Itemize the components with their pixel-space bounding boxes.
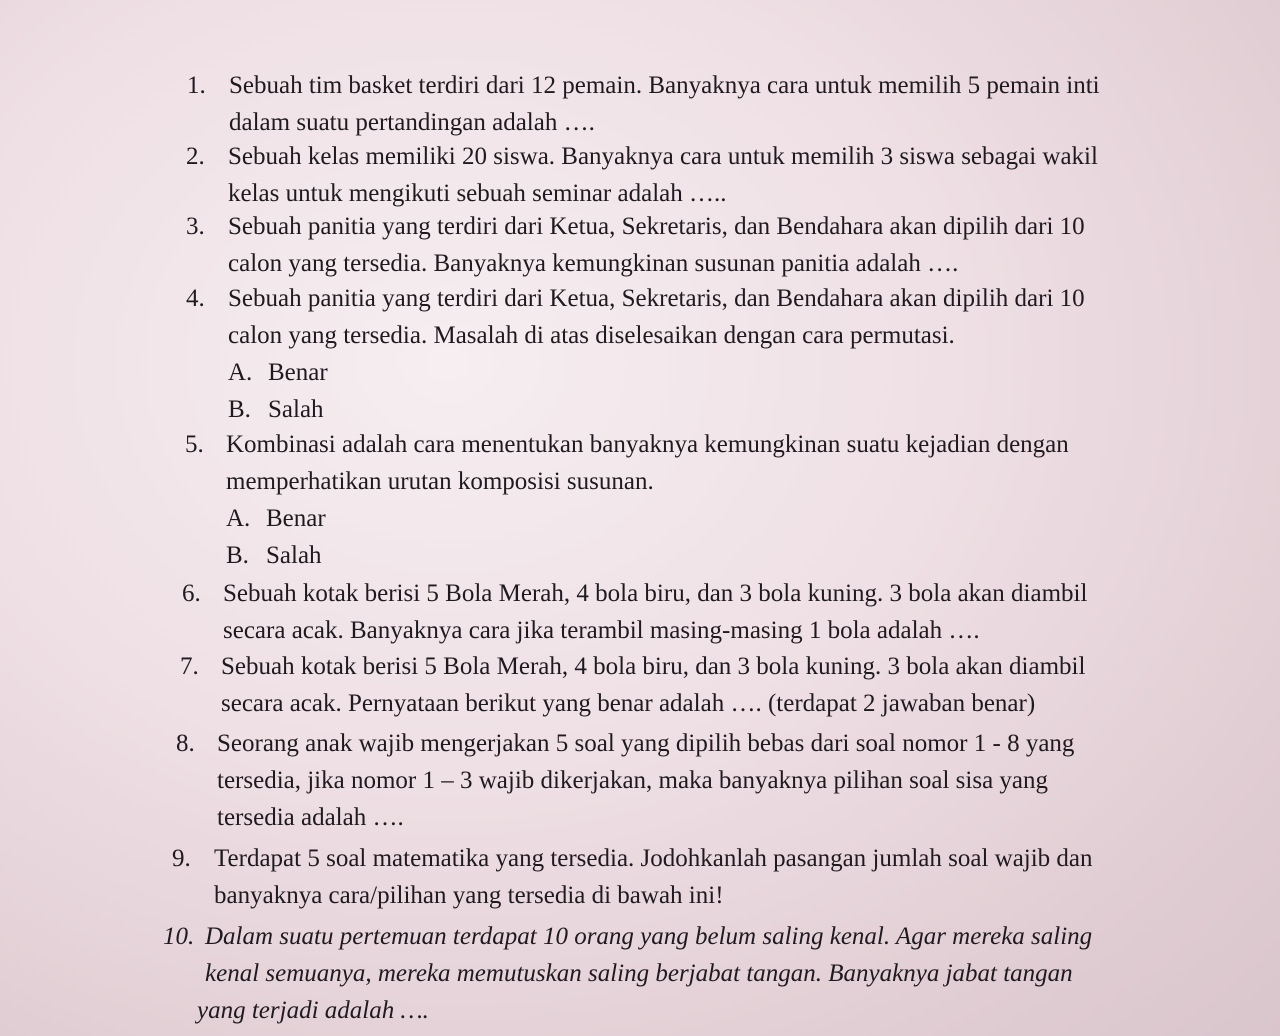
question-line: Sebuah tim basket terdiri dari 12 pemain. Banyaknya cara untuk memilih 5 pemain inti <box>229 72 1100 99</box>
option-b <box>228 391 1186 428</box>
question-line: Terdapat 5 soal matematika yang tersedia. Jodohkanlah pasangan jumlah soal wajib dan <box>214 845 1093 872</box>
option-a <box>226 500 1185 537</box>
question-number: 4. <box>186 285 205 312</box>
question-line: Sebuah kelas memiliki 20 siswa. Banyaknya cara untuk memilih 3 siswa sebagai wakil <box>228 143 1098 170</box>
question-7 <box>180 648 1192 722</box>
question-line: calon yang tersedia. Banyaknya kemungkinan susunan panitia adalah …. <box>228 250 959 277</box>
option-letter: B. <box>228 396 251 423</box>
question-number: 10. <box>163 923 195 950</box>
question-9 <box>172 840 1202 914</box>
question-line: memperhatikan urutan komposisi susunan. <box>226 468 654 495</box>
question-line: Seorang anak wajib mengerjakan 5 soal yang dipilih bebas dari soal nomor 1 - 8 yang <box>217 730 1075 757</box>
option-text: Benar <box>268 359 328 386</box>
question-4 <box>186 280 1186 428</box>
question-line: Kombinasi adalah cara menentukan banyaknya kemungkinan suatu kejadian dengan <box>226 431 1069 458</box>
question-3 <box>186 208 1186 282</box>
option-b <box>226 537 1185 574</box>
question-line: kenal semuanya, mereka memutuskan saling berjabat tangan. Banyaknya jabat tangan <box>205 960 1073 987</box>
option-a <box>228 354 1186 391</box>
question-10 <box>163 918 1223 1029</box>
question-line: secara acak. Banyaknya cara jika terambil masing-masing 1 bola adalah …. <box>223 617 980 644</box>
question-5 <box>185 426 1185 574</box>
question-number: 6. <box>182 580 201 607</box>
question-number: 1. <box>187 72 206 99</box>
question-number: 9. <box>172 845 191 872</box>
option-letter: A. <box>226 505 251 532</box>
question-6 <box>182 575 1192 649</box>
question-number: 7. <box>180 653 199 680</box>
question-number: 2. <box>186 143 205 170</box>
question-1 <box>187 67 1187 141</box>
question-line: kelas untuk mengikuti sebuah seminar adalah ….. <box>228 180 727 207</box>
question-line: banyaknya cara/pilihan yang tersedia di bawah ini! <box>214 882 724 909</box>
question-2 <box>186 138 1186 212</box>
question-line: Sebuah kotak berisi 5 Bola Merah, 4 bola biru, dan 3 bola kuning. 3 bola akan diambil <box>223 580 1088 607</box>
question-line: yang terjadi adalah …. <box>197 997 429 1024</box>
question-line: tersedia, jika nomor 1 – 3 wajib dikerjakan, maka banyaknya pilihan soal sisa yang <box>217 767 1049 794</box>
question-line: Dalam suatu pertemuan terdapat 10 orang yang belum saling kenal. Agar mereka saling <box>205 923 1093 950</box>
option-letter: B. <box>226 542 249 569</box>
question-number: 8. <box>176 730 195 757</box>
option-text: Salah <box>266 542 322 569</box>
question-line: dalam suatu pertandingan adalah …. <box>229 109 595 136</box>
question-line: tersedia adalah …. <box>217 804 404 831</box>
question-number: 5. <box>185 431 204 458</box>
question-line: calon yang tersedia. Masalah di atas diselesaikan dengan cara permutasi. <box>228 322 955 349</box>
question-line: Sebuah kotak berisi 5 Bola Merah, 4 bola biru, dan 3 bola kuning. 3 bola akan diambil <box>221 653 1086 680</box>
option-text: Benar <box>266 505 326 532</box>
question-line: Sebuah panitia yang terdiri dari Ketua, Sekretaris, dan Bendahara akan dipilih dari 10 <box>228 213 1085 240</box>
question-line: secara acak. Pernyataan berikut yang benar adalah …. (terdapat 2 jawaban benar) <box>221 690 1036 717</box>
question-8 <box>176 725 1194 836</box>
option-text: Salah <box>268 396 324 423</box>
question-number: 3. <box>186 213 205 240</box>
question-line: Sebuah panitia yang terdiri dari Ketua, Sekretaris, dan Bendahara akan dipilih dari 10 <box>228 285 1085 312</box>
option-letter: A. <box>228 359 253 386</box>
